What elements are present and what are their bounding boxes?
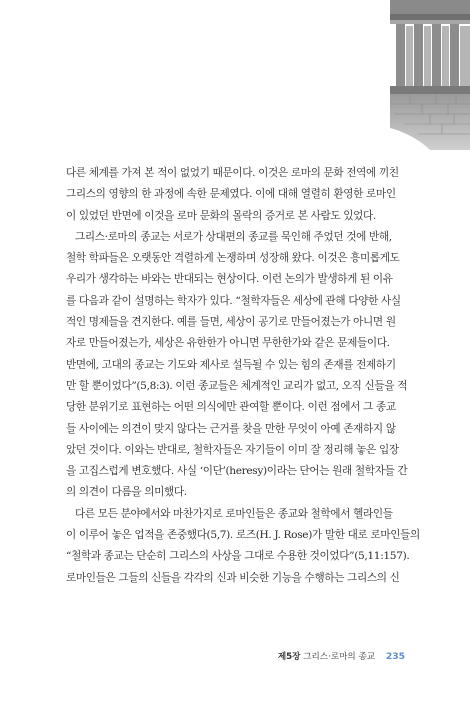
text-line: 그리스의 영향의 한 과정에 속한 문제였다. 이에 대해 열렬히 환영한 로마인 xyxy=(66,188,396,201)
text-line: “철학과 종교는 단순히 그리스의 사상을 그대로 수용한 것이었다”(5,11:157). xyxy=(66,550,410,563)
text-line: 이 이루어 놓은 업적을 존중했다(5,7). 로즈(H. J. Rose)가 말한 대로 로마인들의 xyxy=(66,529,420,542)
text-line: 았던 것이다. 이와는 반대로, 철학자들은 자기들이 이미 잘 정리해 놓은 입장 xyxy=(66,443,399,456)
caryatid-temple-illustration xyxy=(390,0,470,150)
text-line: 자로 만들어졌는가, 세상은 유한한가 아니면 무한한가와 같은 문제들이다. xyxy=(66,337,390,350)
paragraph-2 xyxy=(66,227,426,504)
text-line: 이 있었던 반면에 이것을 로마 문화의 몰락의 증거로 본 사람도 있었다. xyxy=(66,209,376,222)
text-line: 로마인들은 그들의 신들을 각각의 신과 비슷한 기능을 수행하는 그리스의 신 xyxy=(66,571,400,584)
text-line: 들 사이에는 의견이 맞지 않다는 근거를 찾을 만한 무엇이 아예 존재하지 않 xyxy=(66,422,396,435)
text-line: 를 다음과 같이 설명하는 학자가 있다. “철학자들은 세상에 관해 다양한 사실 xyxy=(66,294,401,307)
page-number: 235 xyxy=(385,651,405,662)
page-footer xyxy=(0,650,405,662)
text-line: 적인 명제들을 견지한다. 예를 들면, 세상이 공기로 만들어졌는가 아니면 원 xyxy=(66,316,396,329)
text-line: 을 고집스럽게 변호했다. 사실 ‘이단’(heresy)이라는 단어는 원래 철학자들 간 xyxy=(66,465,408,478)
text-line: 만 할 뿐이었다”(5,8:3). 이런 종교들은 체계적인 교리가 없고, 오직 신들을 적 xyxy=(66,379,408,392)
text-line: 반면에, 고대의 종교는 기도와 제사로 설득될 수 있는 힘의 존재를 전제하기 xyxy=(66,358,396,371)
text-line: 의 의견이 다름을 의미했다. xyxy=(66,486,187,499)
text-line: 그리스·로마의 종교는 서로가 상대편의 종교를 묵인해 주었던 것에 반해, xyxy=(75,230,392,243)
text-line: 다른 모든 분야에서와 마찬가지로 로마인들은 종교와 철학에서 헬라인들 xyxy=(75,507,393,520)
text-line: 다른 체계를 가져 본 적이 없었기 때문이다. 이것은 로마의 문화 전역에 끼친 xyxy=(66,167,399,179)
paragraph-1 xyxy=(66,163,426,227)
text-line: 당한 분위기로 표현하는 어떤 의식에만 관여할 뿐이다. 이런 점에서 그 종교 xyxy=(66,401,396,414)
chapter-title: 그리스·로마의 종교 xyxy=(303,652,376,662)
body-text xyxy=(66,163,426,589)
text-line: 철학 학파들은 오랫동안 격렬하게 논쟁하며 성장해 왔다. 이것은 흥미롭게도 xyxy=(66,252,400,265)
paragraph-3 xyxy=(66,504,426,589)
text-line: 우리가 생각하는 바와는 반대되는 현상이다. 이런 논의가 발생하게 된 이유 xyxy=(66,273,393,286)
chapter-label: 제5장 xyxy=(277,652,301,662)
